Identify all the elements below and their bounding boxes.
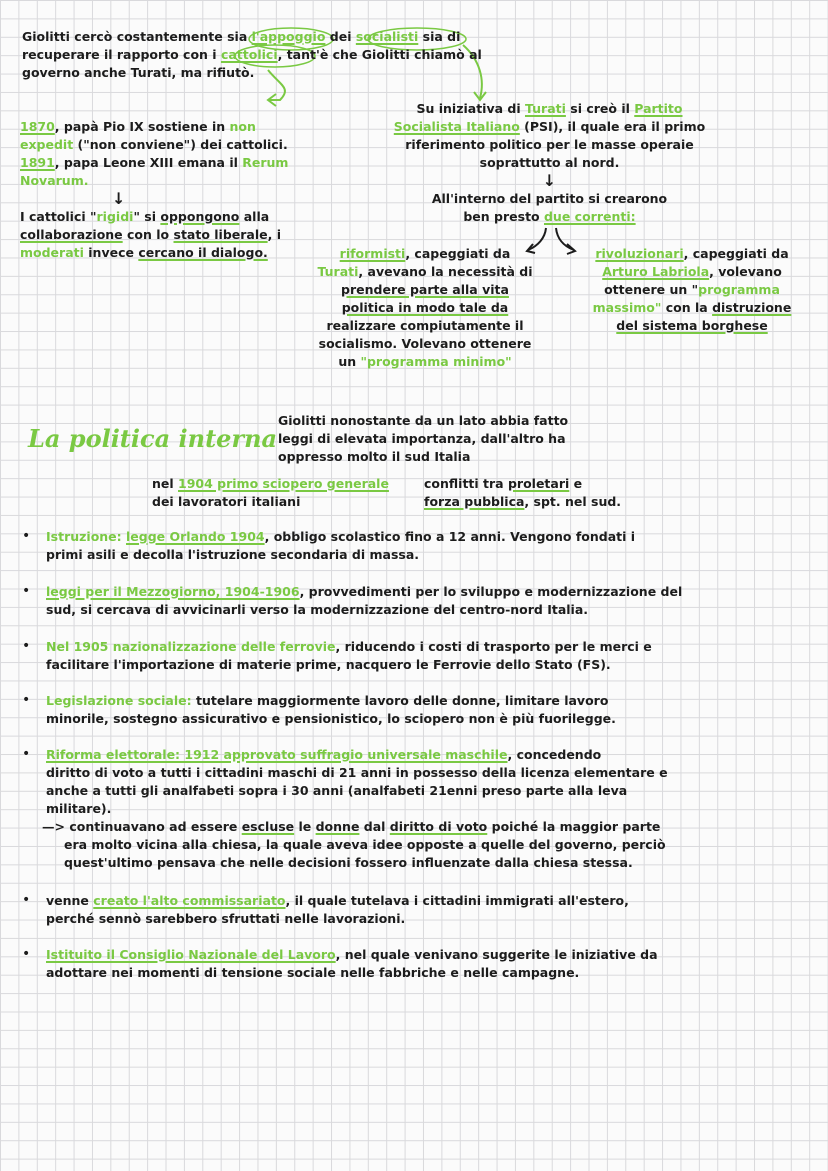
list-item-riforma: Riforma elettorale: 1912 approvato suffragio universale maschile, concedendo diritto di voto a tutti i cittadini maschi di 21 anni in possesso della licenza elementare e anche a tutti gli analfabeti sopra i 30 anni (analfabeti 21enni preso parte alla leva militare). —> continuavano ad essere escluse le donne dal diritto di voto poiché la maggior parte era molto vicina alla chiesa, la quale aveva idee opposte a quelle del governo, perciò quest'ultimo pensava che nelle decisioni fossero influenzate dalla chiesa stessa. [42,747,668,870]
down-arrow: ↓ [542,171,557,190]
bullet-marker: • [22,528,31,544]
riformisti-block: riformisti, capeggiati da Turati, avevano la necessità di prendere parte alla vita politica in modo tale da realizzare compiutamente il socialismo. Volevano ottenere un "programma minimo" [317,246,533,369]
bullet-marker: • [22,638,31,654]
down-arrow: ↓ [112,189,126,208]
psi-block: Su iniziativa di Turati si creò il Partito Socialista Italiano (PSI), il quale era il primo riferimento politico per le masse operaie soprattutto al nord. ↓ All'interno del partito si crearono ben presto due correnti: [372,100,727,226]
list-item-istruzione: Istruzione: legge Orlando 1904, obbligo scolastico fino a 12 anni. Vengono fondati i primi asili e decolla l'istruzione secondaria di massa. [46,529,636,562]
bullet-marker: • [22,746,31,762]
list-item-ferrovie: Nel 1905 nazionalizzazione delle ferrovie, riducendo i costi di trasporto per le merci e facilitare l'importazione di materie prime, nacquero le Ferrovie dello Stato (FS). [46,639,652,672]
intro-paragraph: Giolitti cercò costantemente sia l'appoggio dei socialisti sia di recuperare il rapporto con i cattolici, tant'è che Giolitti chiamò al governo anche Turati, ma rifiutò. [22,29,482,80]
bullet-marker: • [22,692,31,708]
rivoluzionari-block: rivoluzionari, capeggiati da Arturo Labriola, volevano ottenere un "programma massimo" con la distruzione del sistema borghese [592,246,792,333]
list-item-commissariato: venne creato l'alto commissariato, il quale tutelava i cittadini immigrati all'estero, perché sennò sarebbero sfruttati nelle lavorazioni. [46,893,629,926]
bullet-marker: • [22,946,31,962]
list-item-legislazione: Legislazione sociale: tutelare maggiormente lavoro delle donne, limitare lavoro minorile, sostegno assicurativo e pensionistico, lo sciopero non è più fuorilegge. [46,693,616,726]
strike-note: nel 1904 primo sciopero generale dei lavoratori italiani [152,476,389,509]
list-item-consiglio: Istituito il Consiglio Nazionale del Lavoro, nel quale venivano suggerite le iniziative da adottare nei momenti di tensione sociale nelle fabbriche e nelle campagne. [46,947,658,980]
catholics-block: 1870, papà Pio IX sostiene in non expedit ("non conviene") dei cattolici. 1891, papa Leone XIII emana il Rerum Novarum. ↓ I cattolici "rigidi" si oppongono alla collaborazione con lo stato liberale, i moderati invece cercano il dialogo. [20,119,289,260]
bullet-marker: • [22,892,31,908]
section-title: La politica interna [28,424,278,453]
list-item-mezzogiorno: leggi per il Mezzogiorno, 1904-1906, provvedimenti per lo sviluppo e modernizzazione del sud, si cercava di avvicinarli verso la modernizzazione del centro-nord Italia. [46,584,683,617]
bullet-marker: • [22,583,31,599]
conflict-note: conflitti tra proletari e forza pubblica, spt. nel sud. [424,476,622,509]
section-description: Giolitti nonostante da un lato abbia fatto leggi di elevata importanza, dall'altro ha oppresso molto il sud Italia [278,413,569,464]
